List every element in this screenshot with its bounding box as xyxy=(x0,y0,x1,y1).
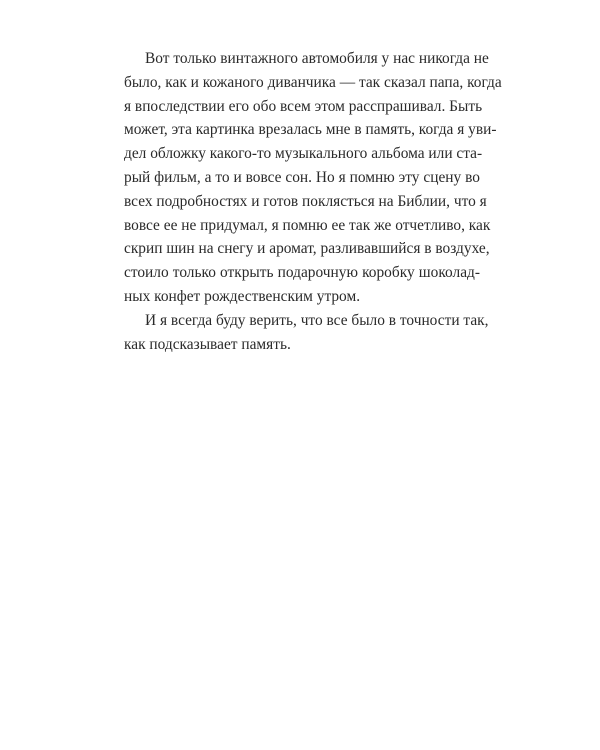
text-line: дел обложку какого-то музыкального альбома или ста- xyxy=(124,145,483,163)
text-line: я впоследствии его обо всем этом расспрашивал. Быть xyxy=(124,97,483,115)
text-line: ных конфет рождественским утром. xyxy=(124,287,361,305)
text-line: было, как и кожаного диванчика — так сказал папа, когда xyxy=(124,73,502,91)
paragraph-2 xyxy=(124,309,489,357)
text-line: стоило только открыть подарочную коробку шоколад- xyxy=(124,264,480,282)
paragraph-1 xyxy=(124,47,502,309)
text-line: всех подробностях и готов поклясться на Библии, что я xyxy=(124,192,487,210)
text-line: И я всегда буду верить, что все было в точности так, xyxy=(145,311,489,329)
text-line: как подсказывает память. xyxy=(124,335,291,353)
text-line: скрип шин на снегу и аромат, разливавшийся в воздухе, xyxy=(124,240,490,258)
text-line: может, эта картинка врезалась мне в память, когда я уви- xyxy=(124,121,497,139)
text-line: рый фильм, а то и вовсе сон. Но я помню эту сцену во xyxy=(124,168,480,186)
body-text xyxy=(124,47,502,356)
text-line: вовсе ее не придумал, я помню ее так же отчетливо, как xyxy=(124,216,491,234)
text-line: Вот только винтажного автомобиля у нас никогда не xyxy=(145,50,489,67)
